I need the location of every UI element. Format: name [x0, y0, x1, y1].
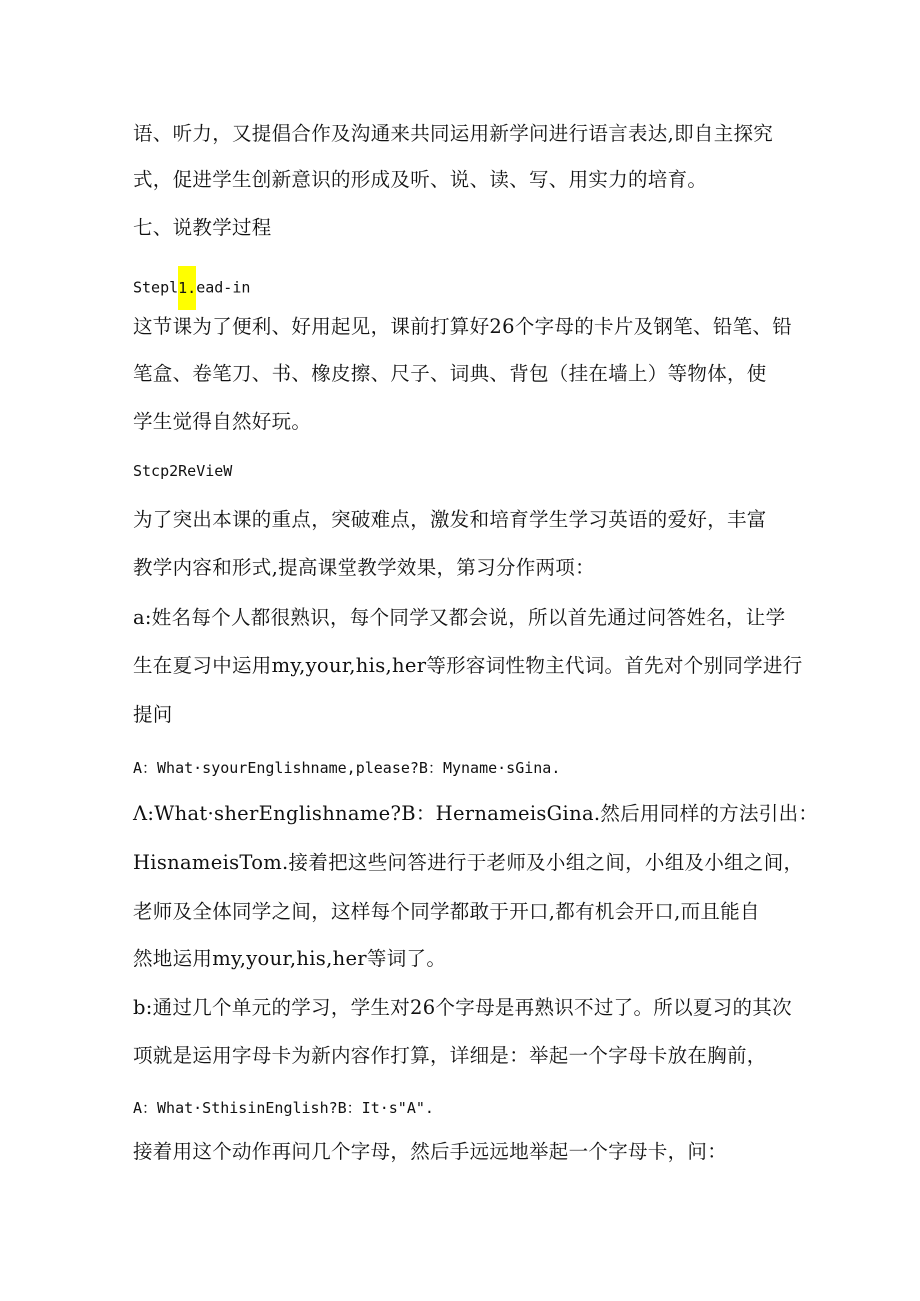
highlighted-text: 1. — [178, 266, 196, 310]
paragraph-line: 老师及全体同学之间，这样每个同学都敢于开口,都有机会开口,而且能自 — [133, 900, 760, 923]
dialogue-line: A：What·SthisinEnglish?B：It·s"A". — [133, 1099, 434, 1117]
step-1-prefix: Stepl — [133, 278, 179, 297]
paragraph-line: b:通过几个单元的学习，学生对26个字母是再熟识不过了。所以夏习的其次 — [133, 996, 792, 1019]
step-2-heading: Stcp2ReVieW — [133, 462, 233, 480]
paragraph-line: 为了突出本课的重点，突破难点，激发和培育学生学习英语的爱好，丰富 — [133, 508, 767, 531]
paragraph-line: a:姓名每个人都很熟识，每个同学又都会说，所以首先通过问答姓名，让学 — [133, 606, 786, 629]
step-1-suffix: ead-in — [196, 278, 251, 297]
dialogue-line: Λ:What·sherEnglishname?B：HernameisGina.然后用同样的方法引出： — [133, 802, 819, 825]
paragraph-line: 项就是运用字母卡为新内容作打算，详细是：举起一个字母卡放在胸前， — [133, 1044, 767, 1067]
paragraph-line: 学生觉得自然好玩。 — [133, 410, 312, 433]
paragraph-line: 然地运用my,your,his,her等词了。 — [133, 947, 447, 970]
paragraph-line: 语、听力，又提倡合作及沟通来共同运用新学问进行语言表达,即自主探究 — [133, 122, 774, 145]
dialogue-line: A：What·syourEnglishname,please?B：Myname·sGina. — [133, 759, 561, 777]
paragraph-line: 接着用这个动作再问几个字母，然后手远远地举起一个字母卡，问： — [133, 1140, 728, 1163]
paragraph-line: 教学内容和形式,提高课堂教学效果，第习分作两项： — [133, 556, 595, 579]
paragraph-line: 这节课为了便利、好用起见，课前打算好26个字母的卡片及钢笔、铅笔、铅 — [133, 315, 793, 338]
section-heading: 七、说教学过程 — [133, 216, 272, 239]
step-1-heading — [133, 266, 250, 310]
paragraph-line: 提问 — [133, 703, 173, 726]
paragraph-line: HisnameisTom.接着把这些问答进行于老师及小组之间，小组及小组之间， — [133, 851, 804, 874]
paragraph-line: 笔盒、卷笔刀、书、橡皮擦、尺子、词典、背包（挂在墙上）等物体，使 — [133, 362, 767, 385]
paragraph-line: 式，促进学生创新意识的形成及听、说、读、写、用实力的培育。 — [133, 168, 708, 191]
paragraph-line: 生在夏习中运用my,your,his,her等形容词性物主代词。首先对个别同学进行 — [133, 654, 803, 677]
